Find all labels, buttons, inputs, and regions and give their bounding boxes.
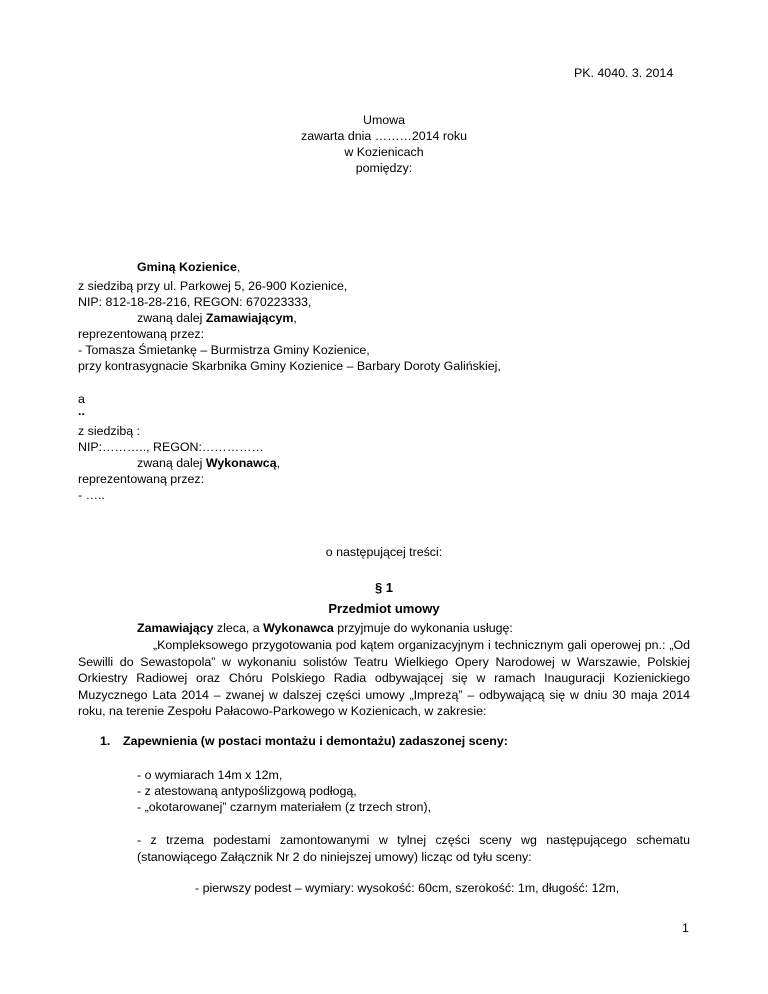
reference-number: PK. 4040. 3. 2014 <box>574 66 674 80</box>
para1-end: przyjmuje do wykonania usługę: <box>333 621 513 635</box>
party1-represented: reprezentowaną przez: <box>78 327 205 341</box>
party1-address: z siedzibą przy ul. Parkowej 5, 26-900 Kozienice, <box>78 279 348 293</box>
list-item: - „okotarowanej” czarnym materiałem (z trzech stron), <box>137 800 432 814</box>
party1-rep2: przy kontrasygnacie Skarbnika Gminy Kozienice – Barbary Doroty Galińskiej, <box>78 359 501 373</box>
list-item: - o wymiarach 14m x 12m, <box>137 768 283 782</box>
conjunction: a <box>78 392 85 406</box>
party2-called-prefix: zwaną dalej <box>137 456 206 470</box>
party2-represented: reprezentowaną przez: <box>78 472 205 486</box>
party1-called-prefix: zwaną dalej <box>137 311 206 325</box>
title: Umowa <box>363 113 405 127</box>
contract-date-line: zawarta dnia ………2014 roku <box>301 129 467 143</box>
section1-para1 <box>137 621 513 636</box>
party1-rep1: - Tomasza Śmietankę – Burmistrza Gminy Kozienice, <box>78 343 370 357</box>
page-number: 1 <box>682 921 689 935</box>
party2-ids: NIP:……….., REGON:…………… <box>78 440 264 454</box>
between-line: pomiędzy: <box>355 161 413 175</box>
party1-called <box>137 311 297 326</box>
party1-role: Zamawiającym <box>205 311 294 325</box>
party1-called-suffix: , <box>293 311 297 325</box>
party2-called <box>137 456 280 471</box>
party2-called-suffix: , <box>276 456 281 470</box>
list-item-stage-platforms: - z trzema podestami zamontowanymi w tylnej części sceny wg następującego schematu (stanowiącego Załącznik Nr 2 do niniejszej umowy) licząc od tyłu sceny: <box>137 833 690 864</box>
party1-name-suffix: , <box>236 260 241 274</box>
item1-title: Zapewnienia (w postaci montażu i demontażu) zadaszonej sceny: <box>123 734 508 748</box>
section1-para2: „Kompleksowego przygotowania pod kątem organizacyjnym i technicznym gali operowej pn.: „Od Sewilli do Sewastopola” w wykonaniu solistów Teatru Wielkiego Opery Narodowej w Warszawie, Polskiej Orkiestry Radiowej oraz Chóru Polskiego Radia odbywającej się w ramach Inauguracji Kozienickiego Muzycznego Lata 2014 – zwanej w dalszej części umowy „Imprezą” – odbywającą się w dniu 30 maja 2014 roku, na terenie Zespołu Pałacowo-Parkowego w Kozienicach, w zakresie: <box>78 638 690 719</box>
role-zamawiajacy: Zamawiający <box>137 621 214 635</box>
para1-mid: zleca, a <box>213 621 264 635</box>
party1-ids: NIP: 812-18-28-216, REGON: 670223333, <box>78 295 312 309</box>
list-item: - z atestowaną antypoślizgową podłogą, <box>137 784 357 798</box>
contract-place-line: w Kozienicach <box>344 145 424 159</box>
party2-seat: z siedzibą : <box>78 424 140 438</box>
role-wykonawca: Wykonawca <box>263 621 334 635</box>
section-title: Przedmiot umowy <box>328 601 440 616</box>
party2-role: Wykonawcą <box>205 456 277 470</box>
content-intro: o następującej treści: <box>325 545 443 559</box>
party1-name <box>137 260 240 275</box>
party2-rep1: - ….. <box>78 488 105 502</box>
party2-name-placeholder: .. <box>78 404 85 418</box>
party1-name-bold: Gminą Kozienice <box>137 260 237 274</box>
sub-list-item: - pierwszy podest – wymiary: wysokość: 60cm, szerokość: 1m, długość: 12m, <box>195 881 620 895</box>
section-number: § 1 <box>374 580 394 595</box>
item1-number: 1. <box>100 734 111 748</box>
